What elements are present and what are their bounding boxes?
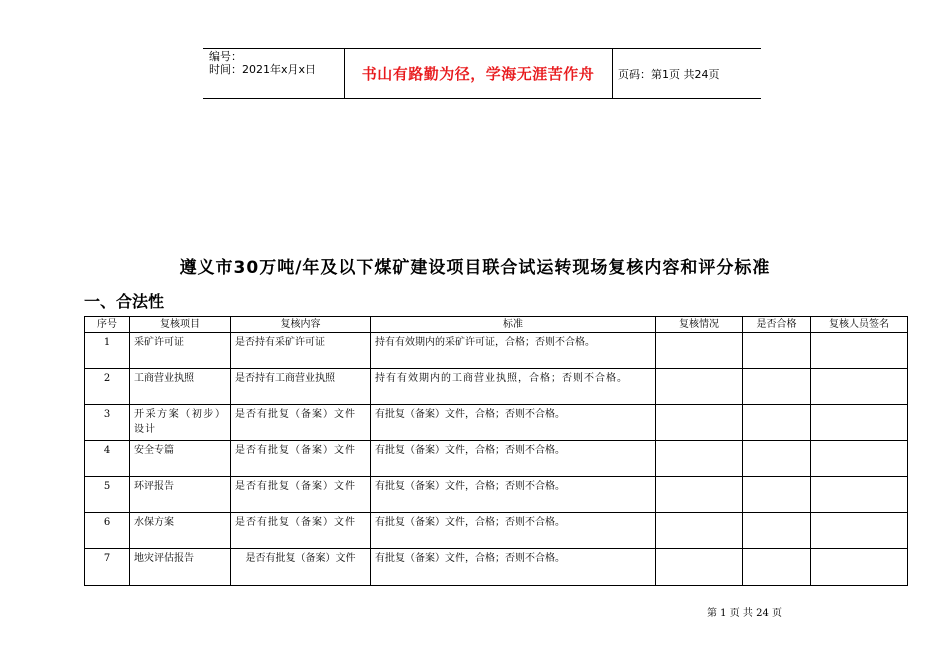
row-standard: 有批复（备案）文件，合格；否则不合格。 [371,405,656,441]
qualified-cell[interactable] [743,405,811,441]
qualified-cell[interactable] [743,369,811,405]
header-cell: 序号 [85,317,130,333]
page-header [203,48,761,99]
row-item: 地灾评估报告 [130,549,231,586]
code-label: 编号： [209,50,242,63]
row-item: 开采方案（初步）设计 [130,405,231,441]
signature-cell[interactable] [811,441,908,477]
row-standard: 持有有效期内的工商营业执照，合格；否则不合格。 [371,369,656,405]
row-number: 2 [85,369,130,405]
section-title: 一、合法性 [84,292,165,311]
row-standard: 持有有效期内的采矿许可证，合格；否则不合格。 [371,333,656,369]
signature-cell[interactable] [811,333,908,369]
row-item: 采矿许可证 [130,333,231,369]
review-status-cell[interactable] [656,369,743,405]
row-number: 3 [85,405,130,441]
review-table [84,316,908,586]
row-number: 7 [85,549,130,586]
row-standard: 有批复（备案）文件，合格；否则不合格。 [371,549,656,586]
header-cell: 复核情况 [656,317,743,333]
row-content: 是否有批复（备案）文件 [231,405,371,441]
header-meta [203,49,343,98]
qualified-cell[interactable] [743,513,811,549]
signature-cell[interactable] [811,477,908,513]
page-footer: 第 1 页 共 24 页 [707,608,782,619]
row-content: 是否持有工商营业执照 [231,369,371,405]
row-number: 5 [85,477,130,513]
row-content: 是否持有采矿许可证 [231,333,371,369]
row-item: 水保方案 [130,513,231,549]
table-row [85,441,908,477]
row-item: 环评报告 [130,477,231,513]
row-number: 1 [85,333,130,369]
qualified-cell[interactable] [743,477,811,513]
row-number: 6 [85,513,130,549]
table-row [85,513,908,549]
table-row [85,549,908,586]
row-content: 是否有批复（备案）文件 [231,549,371,586]
header-cell: 是否合格 [743,317,811,333]
review-status-cell[interactable] [656,513,743,549]
row-standard: 有批复（备案）文件，合格；否则不合格。 [371,441,656,477]
qualified-cell[interactable] [743,441,811,477]
review-status-cell[interactable] [656,333,743,369]
signature-cell[interactable] [811,405,908,441]
table-header-row [85,317,908,333]
signature-cell[interactable] [811,513,908,549]
header-page-info: 页码：第1页 共24页 [618,67,720,81]
header-cell: 标准 [371,317,656,333]
signature-cell[interactable] [811,549,908,586]
review-status-cell[interactable] [656,441,743,477]
qualified-cell[interactable] [743,549,811,586]
row-standard: 有批复（备案）文件，合格；否则不合格。 [371,477,656,513]
date-label: 时间：2021年x月x日 [209,63,317,76]
row-standard: 有批复（备案）文件，合格；否则不合格。 [371,513,656,549]
row-item: 工商营业执照 [130,369,231,405]
document-title: 遵义市30万吨/年及以下煤矿建设项目联合试运转现场复核内容和评分标准 [179,258,771,278]
table-row [85,333,908,369]
signature-cell[interactable] [811,369,908,405]
table-row [85,405,908,441]
review-status-cell[interactable] [656,549,743,586]
header-cell: 复核人员签名 [811,317,908,333]
header-cell: 复核内容 [231,317,371,333]
row-content: 是否有批复（备案）文件 [231,477,371,513]
row-item: 安全专篇 [130,441,231,477]
row-content: 是否有批复（备案）文件 [231,441,371,477]
row-content: 是否有批复（备案）文件 [231,513,371,549]
table-row [85,369,908,405]
qualified-cell[interactable] [743,333,811,369]
row-number: 4 [85,441,130,477]
review-status-cell[interactable] [656,477,743,513]
table-row [85,477,908,513]
review-status-cell[interactable] [656,405,743,441]
header-cell: 复核项目 [130,317,231,333]
header-motto: 书山有路勤为径，学海无涯苦作舟 [361,65,595,83]
